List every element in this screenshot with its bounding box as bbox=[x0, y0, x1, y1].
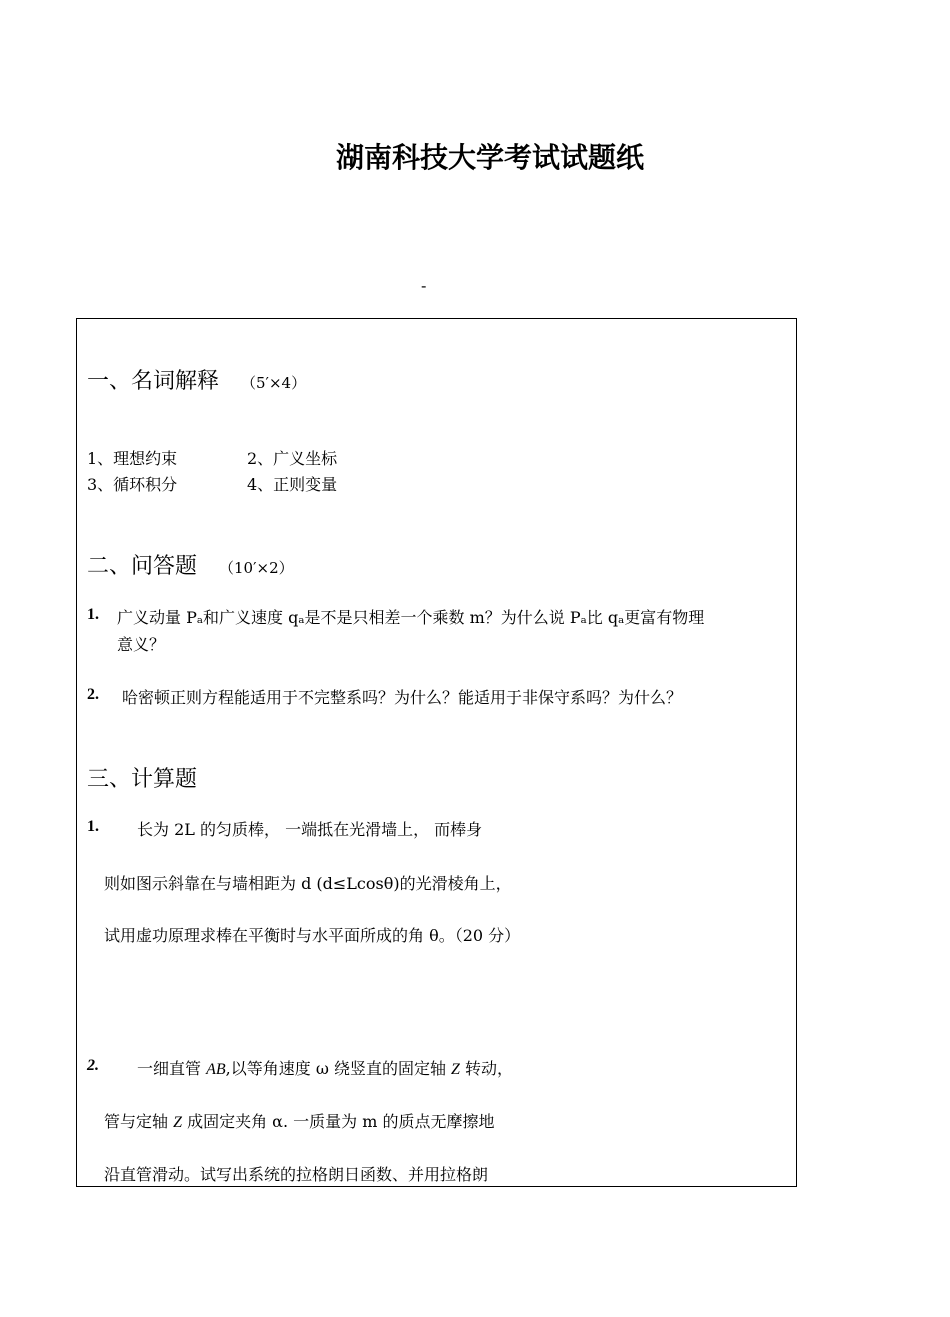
problem1-line2: 则如图示斜靠在与墙相距为 d (d≤Lcosθ)的光滑棱角上， bbox=[104, 874, 512, 893]
problem2-line1-c: 转动， bbox=[459, 1059, 514, 1078]
section1-score: （5′×4） bbox=[241, 374, 307, 392]
question1-line2: 意义？ bbox=[117, 635, 166, 654]
page-title: 湖南科技大学考试试题纸 bbox=[335, 141, 644, 174]
problem1-line3: 试用虚功原理求棒在平衡时与水平面所成的角 θ。（20 分） bbox=[104, 926, 521, 945]
term-item-4: 4、正则变量 bbox=[247, 475, 338, 494]
problem2-number: 2. bbox=[87, 1057, 99, 1074]
term-item-1: 1、理想约束 bbox=[87, 449, 178, 468]
section2-heading bbox=[87, 549, 294, 580]
question2-number: 2. bbox=[87, 686, 99, 703]
question1-number: 1. bbox=[87, 606, 99, 623]
section2-score: （10′×2） bbox=[219, 559, 294, 577]
section2-title: 二、问答题 bbox=[87, 554, 198, 579]
question1-line1: 广义动量 Pₐ和广义速度 qₐ是不是只相差一个乘数 m？为什么说 Pₐ比 qₐ更富有物理 bbox=[117, 608, 705, 627]
problem2-line1-z: Z bbox=[451, 1061, 460, 1078]
problem1-number: 1. bbox=[87, 818, 99, 835]
separator-dash: - bbox=[421, 276, 427, 295]
problem2-line1-ab: AB bbox=[206, 1061, 226, 1078]
problem1-line1: 长为 2L 的匀质棒， 一端抵在光滑墙上， 而棒身 bbox=[137, 820, 483, 839]
question2-text: 哈密顿正则方程能适用于不完整系吗？为什么？能适用于非保守系吗？为什么？ bbox=[122, 688, 683, 707]
problem2-line1-a: 一细直管 bbox=[137, 1059, 207, 1078]
section1-title: 一、名词解释 bbox=[87, 369, 220, 394]
problem2-line2-a: 管与定轴 bbox=[104, 1112, 174, 1131]
section1-heading bbox=[87, 364, 306, 395]
problem2-line2-z: Z bbox=[173, 1114, 182, 1131]
problem2-line3: 沿直管滑动。试写出系统的拉格朗日函数、并用拉格朗 bbox=[104, 1165, 489, 1184]
problem2-line1-b: ,以等角速度 ω 绕竖直的固定轴 bbox=[225, 1059, 452, 1078]
problem2-line1 bbox=[137, 1056, 513, 1079]
problem2-line2 bbox=[104, 1109, 495, 1132]
term-item-3: 3、循环积分 bbox=[87, 475, 178, 494]
problem2-line2-b: 成固定夹角 α. 一质量为 m 的质点无摩擦地 bbox=[182, 1112, 495, 1131]
section3-heading: 三、计算题 bbox=[87, 767, 198, 792]
term-item-2: 2、广义坐标 bbox=[247, 449, 338, 468]
